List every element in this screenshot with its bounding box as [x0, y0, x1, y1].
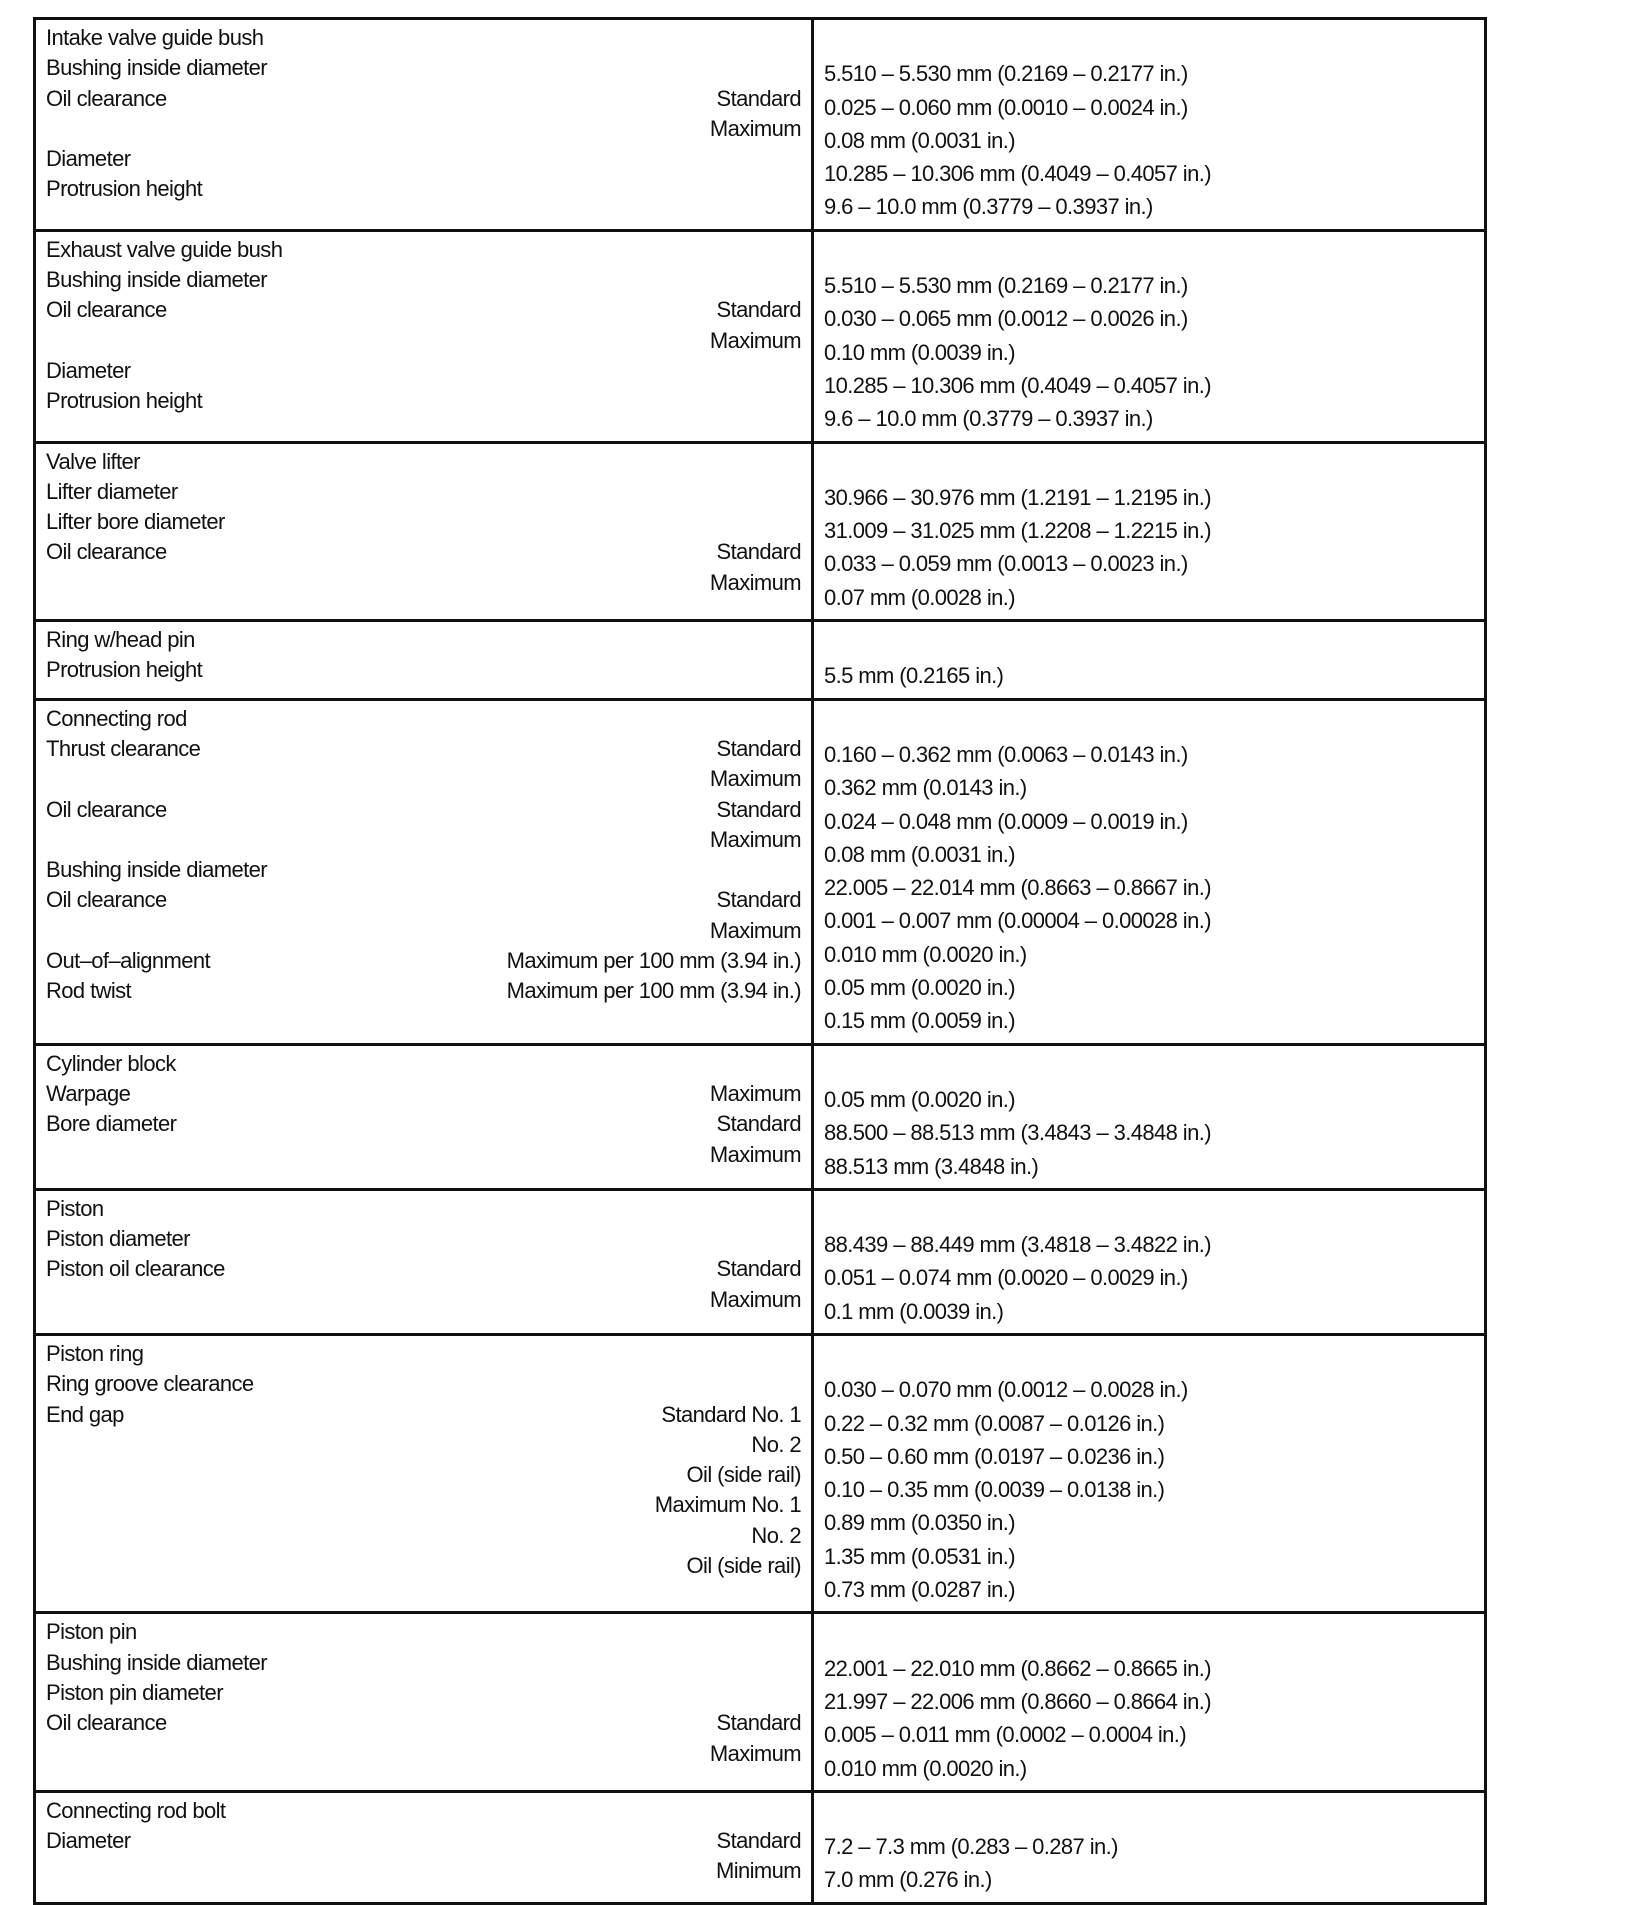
spec-label: Diameter: [46, 357, 131, 383]
spec-row: [46, 144, 801, 174]
spec-qualifier: Standard: [716, 539, 801, 565]
spec-value: 0.1 mm (0.0039 in.): [824, 1298, 1004, 1324]
section-title: Piston ring: [46, 1340, 144, 1366]
section-value-blank: [824, 625, 1474, 658]
section-label-cell: [35, 621, 813, 700]
spec-value: 0.160 – 0.362 mm (0.0063 – 0.0143 in.): [824, 741, 1188, 767]
spec-row: [46, 655, 801, 685]
section-title-line: [46, 447, 801, 477]
spec-section: [35, 699, 1486, 1044]
spec-value: 0.07 mm (0.0028 in.): [824, 584, 1015, 610]
spec-label: Piston oil clearance: [46, 1256, 225, 1282]
spec-label: Piston pin diameter: [46, 1679, 223, 1705]
section-title-line: [46, 1194, 801, 1224]
section-title-line: [46, 704, 801, 734]
spec-value: 0.05 mm (0.0020 in.): [824, 1086, 1015, 1112]
spec-row: [46, 1369, 801, 1399]
section-label-cell: [35, 1189, 813, 1334]
spec-section: [35, 1334, 1486, 1612]
spec-value: 9.6 – 10.0 mm (0.3779 – 0.3937 in.): [824, 194, 1153, 220]
spec-row: [46, 976, 801, 1006]
spec-section: [35, 1044, 1486, 1189]
spec-value: 0.010 mm (0.0020 in.): [824, 1755, 1027, 1781]
spec-row: [46, 1430, 801, 1460]
spec-row: [46, 114, 801, 144]
spec-row: [46, 84, 801, 114]
spec-row: [46, 1551, 801, 1581]
section-value-blank: [824, 1339, 1474, 1372]
spec-value: 0.73 mm (0.0287 in.): [824, 1577, 1015, 1603]
spec-row: [46, 537, 801, 567]
spec-row: [46, 53, 801, 83]
spec-value: 0.051 – 0.074 mm (0.0020 – 0.0029 in.): [824, 1265, 1188, 1291]
spec-section: [35, 442, 1486, 620]
spec-qualifier: Standard: [716, 297, 801, 323]
spec-label: Diameter: [46, 146, 131, 172]
spec-row: [46, 825, 801, 855]
spec-value: 0.001 – 0.007 mm (0.00004 – 0.00028 in.): [824, 908, 1211, 934]
spec-label: Oil clearance: [46, 297, 167, 323]
spec-row: [46, 1285, 801, 1315]
spec-row: [46, 1490, 801, 1520]
spec-row: [46, 174, 801, 204]
spec-qualifier: Maximum: [709, 327, 801, 353]
spec-section: [35, 1791, 1486, 1903]
section-label-cell: [35, 1334, 813, 1612]
spec-qualifier: Standard: [716, 85, 801, 111]
spec-qualifier: No. 2: [751, 1431, 801, 1457]
spec-row: [46, 1708, 801, 1738]
spec-table: [33, 17, 1487, 1905]
spec-label: Protrusion height: [46, 657, 203, 683]
section-title: Exhaust valve guide bush: [46, 236, 283, 262]
section-value-cell: [813, 1613, 1486, 1791]
section-label-cell: [35, 1044, 813, 1189]
spec-value: 21.997 – 22.006 mm (0.8660 – 0.8664 in.): [824, 1688, 1211, 1714]
section-label-cell: [35, 19, 813, 231]
spec-value: 0.005 – 0.011 mm (0.0002 – 0.0004 in.): [824, 1722, 1187, 1748]
section-label-cell: [35, 1613, 813, 1791]
section-title: Piston pin: [46, 1619, 137, 1645]
section-title-line: [46, 235, 801, 265]
spec-qualifier: Standard: [716, 1111, 801, 1137]
spec-row: [46, 855, 801, 885]
section-value-blank: [824, 1194, 1474, 1227]
spec-qualifier: Standard: [716, 887, 801, 913]
section-value-blank: [824, 704, 1474, 737]
spec-value: 88.439 – 88.449 mm (3.4818 – 3.4822 in.): [824, 1232, 1211, 1258]
spec-row: [46, 1400, 801, 1430]
spec-label: Lifter bore diameter: [46, 509, 225, 535]
spec-label: Bushing inside diameter: [46, 857, 268, 883]
spec-label: Lifter diameter: [46, 478, 178, 504]
spec-label: Diameter: [46, 1828, 131, 1854]
spec-qualifier: Maximum: [709, 1740, 801, 1766]
spec-qualifier: Standard: [716, 1710, 801, 1736]
spec-value: 0.010 mm (0.0020 in.): [824, 941, 1027, 967]
section-label-cell: [35, 699, 813, 1044]
section-title-line: [46, 1796, 801, 1826]
spec-value: 0.10 – 0.35 mm (0.0039 – 0.0138 in.): [824, 1477, 1165, 1503]
spec-value: 0.89 mm (0.0350 in.): [824, 1510, 1015, 1536]
section-title-line: [46, 1617, 801, 1647]
spec-qualifier: Oil (side rail): [686, 1553, 801, 1579]
spec-value: 0.05 mm (0.0020 in.): [824, 975, 1015, 1001]
spec-row: [46, 1140, 801, 1170]
spec-value: 0.10 mm (0.0039 in.): [824, 339, 1015, 365]
spec-qualifier: Maximum: [709, 826, 801, 852]
spec-value: 88.513 mm (3.4848 in.): [824, 1153, 1039, 1179]
spec-label: Oil clearance: [46, 1710, 167, 1736]
spec-label: Protrusion height: [46, 388, 203, 414]
spec-label: Warpage: [46, 1080, 131, 1106]
spec-row: [46, 477, 801, 507]
spec-value: 7.2 – 7.3 mm (0.283 – 0.287 in.): [824, 1834, 1118, 1860]
spec-value: 1.35 mm (0.0531 in.): [824, 1543, 1015, 1569]
spec-section: [35, 1189, 1486, 1334]
spec-label: Thrust clearance: [46, 735, 201, 761]
section-title-line: [46, 1049, 801, 1079]
spec-value: 31.009 – 31.025 mm (1.2208 – 1.2215 in.): [824, 518, 1211, 544]
spec-value: 7.0 mm (0.276 in.): [824, 1867, 992, 1893]
spec-row: [46, 1460, 801, 1490]
section-value-cell: [813, 442, 1486, 620]
spec-value: 0.030 – 0.070 mm (0.0012 – 0.0028 in.): [824, 1377, 1188, 1403]
spec-section: [35, 230, 1486, 442]
section-title-line: [46, 1339, 801, 1369]
spec-label: Oil clearance: [46, 796, 167, 822]
spec-qualifier: Maximum per 100 mm (3.94 in.): [506, 978, 801, 1004]
spec-row: [46, 265, 801, 295]
spec-row: [46, 885, 801, 915]
spec-row: [46, 1224, 801, 1254]
spec-value: 5.510 – 5.530 mm (0.2169 – 0.2177 in.): [824, 273, 1188, 299]
spec-qualifier: Maximum per 100 mm (3.94 in.): [506, 948, 801, 974]
spec-label: Oil clearance: [46, 887, 167, 913]
section-value-cell: [813, 1791, 1486, 1903]
spec-row: [46, 326, 801, 356]
section-value-blank: [824, 1617, 1474, 1650]
section-title-line: [46, 23, 801, 53]
spec-row: [46, 1678, 801, 1708]
section-value-cell: [813, 19, 1486, 231]
section-value-cell: [813, 699, 1486, 1044]
section-title: Connecting rod bolt: [46, 1797, 226, 1823]
spec-qualifier: Standard: [716, 796, 801, 822]
spec-row: [46, 507, 801, 537]
spec-section: [35, 621, 1486, 700]
spec-row: [46, 916, 801, 946]
spec-row: [46, 386, 801, 416]
section-title: Connecting rod: [46, 705, 187, 731]
spec-row: [46, 356, 801, 386]
spec-value: 5.5 mm (0.2165 in.): [824, 663, 1004, 689]
spec-qualifier: Maximum: [709, 569, 801, 595]
section-title: Ring w/head pin: [46, 627, 195, 653]
spec-row: [46, 568, 801, 598]
section-value-cell: [813, 1189, 1486, 1334]
section-value-cell: [813, 1334, 1486, 1612]
spec-value: 5.510 – 5.530 mm (0.2169 – 0.2177 in.): [824, 61, 1188, 87]
spec-qualifier: Maximum: [709, 766, 801, 792]
spec-value: 10.285 – 10.306 mm (0.4049 – 0.4057 in.): [824, 372, 1211, 398]
section-value-cell: [813, 621, 1486, 700]
spec-value: 0.22 – 0.32 mm (0.0087 – 0.0126 in.): [824, 1410, 1165, 1436]
spec-row: [46, 1739, 801, 1769]
spec-qualifier: No. 2: [751, 1522, 801, 1548]
section-title: Valve lifter: [46, 448, 140, 474]
spec-row: [46, 1648, 801, 1678]
spec-row: [46, 1079, 801, 1109]
spec-row: [46, 1109, 801, 1139]
spec-value: 0.362 mm (0.0143 in.): [824, 775, 1027, 801]
section-label-cell: [35, 1791, 813, 1903]
spec-section: [35, 19, 1486, 231]
spec-qualifier: Standard: [716, 735, 801, 761]
spec-qualifier: Standard No. 1: [661, 1401, 801, 1427]
spec-row: [46, 734, 801, 764]
spec-value: 10.285 – 10.306 mm (0.4049 – 0.4057 in.): [824, 161, 1211, 187]
spec-label: Oil clearance: [46, 539, 167, 565]
spec-qualifier: Maximum: [709, 917, 801, 943]
spec-value: 22.001 – 22.010 mm (0.8662 – 0.8665 in.): [824, 1655, 1211, 1681]
section-title: Intake valve guide bush: [46, 25, 264, 50]
spec-value: 88.500 – 88.513 mm (3.4843 – 3.4848 in.): [824, 1120, 1211, 1146]
section-value-blank: [824, 235, 1474, 268]
spec-value: 30.966 – 30.976 mm (1.2191 – 1.2195 in.): [824, 484, 1211, 510]
spec-label: Bore diameter: [46, 1111, 177, 1137]
section-label-cell: [35, 442, 813, 620]
spec-row: [46, 1254, 801, 1284]
spec-value: 22.005 – 22.014 mm (0.8663 – 0.8667 in.): [824, 875, 1211, 901]
spec-qualifier: Maximum: [709, 1141, 801, 1167]
spec-label: Bushing inside diameter: [46, 1649, 268, 1675]
spec-label: Protrusion height: [46, 176, 203, 202]
spec-value: 0.030 – 0.065 mm (0.0012 – 0.0026 in.): [824, 306, 1188, 332]
spec-qualifier: Oil (side rail): [686, 1462, 801, 1488]
section-value-blank: [824, 1049, 1474, 1082]
section-title: Cylinder block: [46, 1050, 176, 1076]
spec-row: [46, 764, 801, 794]
spec-label: Out–of–alignment: [46, 948, 211, 974]
spec-qualifier: Maximum: [709, 115, 801, 141]
spec-label: Ring groove clearance: [46, 1371, 254, 1397]
spec-value: 0.15 mm (0.0059 in.): [824, 1008, 1015, 1034]
spec-row: [46, 295, 801, 325]
spec-qualifier: Standard: [716, 1828, 801, 1854]
section-title-line: [46, 625, 801, 655]
spec-row: [46, 1826, 801, 1856]
section-label-cell: [35, 230, 813, 442]
spec-label: Oil clearance: [46, 85, 167, 111]
section-value-blank: [824, 1796, 1474, 1829]
spec-row: [46, 795, 801, 825]
section-title: Piston: [46, 1195, 104, 1221]
spec-label: Bushing inside diameter: [46, 267, 268, 293]
spec-row: [46, 1521, 801, 1551]
spec-label: End gap: [46, 1401, 124, 1427]
spec-value: 0.08 mm (0.0031 in.): [824, 127, 1015, 153]
section-value-blank: [824, 23, 1474, 56]
spec-value: 0.024 – 0.048 mm (0.0009 – 0.0019 in.): [824, 808, 1188, 834]
spec-qualifier: Maximum: [709, 1080, 801, 1106]
spec-qualifier: Minimum: [715, 1858, 801, 1884]
spec-value: 0.50 – 0.60 mm (0.0197 – 0.0236 in.): [824, 1443, 1165, 1469]
section-value-cell: [813, 230, 1486, 442]
spec-value: 9.6 – 10.0 mm (0.3779 – 0.3937 in.): [824, 406, 1153, 432]
spec-value: 0.08 mm (0.0031 in.): [824, 841, 1015, 867]
section-value-cell: [813, 1044, 1486, 1189]
spec-label: Bushing inside diameter: [46, 55, 268, 81]
spec-row: [46, 946, 801, 976]
spec-table-body: [35, 19, 1486, 1904]
spec-qualifier: Standard: [716, 1256, 801, 1282]
spec-value: 0.033 – 0.059 mm (0.0013 – 0.0023 in.): [824, 551, 1188, 577]
spec-label: Rod twist: [46, 978, 132, 1004]
spec-value: 0.025 – 0.060 mm (0.0010 – 0.0024 in.): [824, 94, 1188, 120]
spec-qualifier: Maximum: [709, 1286, 801, 1312]
spec-label: Piston diameter: [46, 1226, 190, 1252]
spec-qualifier: Maximum No. 1: [654, 1492, 801, 1518]
spec-section: [35, 1613, 1486, 1791]
spec-row: [46, 1856, 801, 1886]
section-value-blank: [824, 447, 1474, 480]
